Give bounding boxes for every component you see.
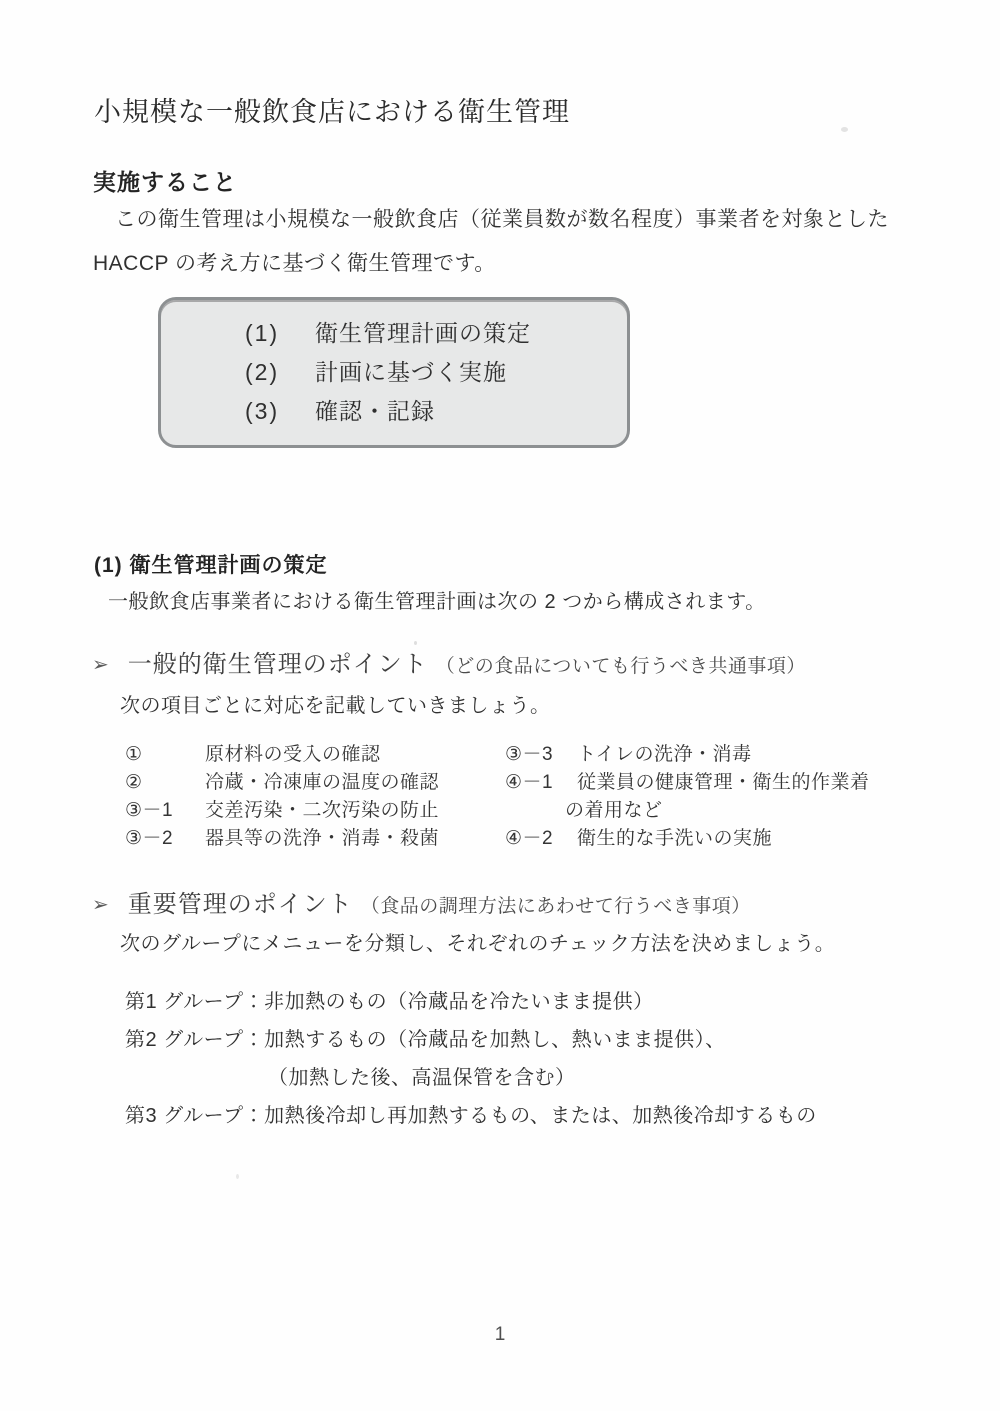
critical-control-point	[92, 884, 751, 919]
point-note: （どの食品についても行うべき共通事項）	[435, 656, 806, 677]
item-number: ④－1	[505, 772, 554, 793]
list-item	[125, 741, 505, 769]
scan-speck	[841, 127, 848, 132]
item-text: 従業員の健康管理・衛生的作業着	[577, 772, 870, 793]
step-number: (3)	[245, 398, 280, 424]
step-number: (1)	[245, 320, 280, 346]
items-column-left	[125, 741, 505, 853]
scan-speck	[414, 641, 417, 645]
items-column-right	[505, 741, 870, 853]
list-item	[125, 769, 505, 797]
point-title: 一般的衛生管理のポイント	[127, 651, 428, 678]
item-number: ③－2	[125, 828, 174, 849]
step-label: 計画に基づく実施	[315, 359, 507, 385]
arrow-bullet-icon: ➢	[92, 654, 109, 676]
steps-box	[158, 297, 630, 448]
item-number: ②	[125, 772, 143, 793]
item-text: 衛生的な手洗いの実施	[577, 828, 773, 849]
implementation-heading: 実施すること	[93, 169, 237, 195]
paragraph-line: HACCP の考え方に基づく衛生管理です。	[93, 252, 496, 275]
critical-point-lead: 次のグループにメニューを分類し、それぞれのチェック方法を決めましょう。	[120, 933, 836, 955]
page-title: 小規模な一般飲食店における衛生管理	[94, 97, 570, 127]
item-number: ①	[125, 744, 143, 765]
list-item	[125, 797, 505, 825]
item-number: ④－2	[505, 828, 554, 849]
list-item	[505, 825, 870, 853]
item-text: 原材料の受入の確認	[205, 744, 381, 765]
step-label: 衛生管理計画の策定	[315, 320, 531, 346]
group-text: 非加熱のもの（冷蔵品を冷たいまま提供）	[264, 991, 654, 1013]
group-text: （加熱した後、高温保管を含む）	[268, 1067, 576, 1089]
general-point-lead: 次の項目ごとに対応を記載していきましょう。	[120, 695, 551, 717]
menu-groups-list	[125, 983, 817, 1135]
plan-section-heading: (1) 衛生管理計画の策定	[94, 554, 328, 577]
step-item	[245, 392, 627, 431]
point-note: （食品の調理方法にあわせて行うべき事項）	[360, 896, 751, 917]
item-number: ③－1	[125, 800, 174, 821]
list-item	[505, 769, 870, 797]
point-title: 重要管理のポイント	[127, 891, 353, 918]
group-text: 加熱するもの（冷蔵品を加熱し、熱いまま提供）、	[264, 1029, 726, 1051]
group-label: 第2 グループ：	[125, 1029, 265, 1051]
plan-intro: 一般飲食店事業者における衛生管理計画は次の 2 つから構成されます。	[108, 591, 766, 613]
group-item	[125, 1021, 817, 1059]
hygiene-items-grid	[125, 741, 925, 853]
group-label: 第3 グループ：	[125, 1105, 265, 1127]
group-item	[125, 1097, 817, 1135]
group-item-continuation	[125, 1059, 817, 1097]
list-item	[125, 825, 505, 853]
arrow-bullet-icon: ➢	[92, 894, 109, 916]
list-item	[505, 741, 870, 769]
item-text: 交差汚染・二次汚染の防止	[205, 800, 440, 821]
group-label: 第1 グループ：	[125, 991, 265, 1013]
item-text: トイレの洗浄・消毒	[577, 744, 752, 765]
scan-speck	[236, 1174, 239, 1179]
step-number: (2)	[245, 359, 280, 385]
general-hygiene-point	[92, 644, 806, 679]
item-text: 器具等の洗浄・消毒・殺菌	[205, 828, 440, 849]
step-label: 確認・記録	[315, 398, 435, 424]
list-item-continuation	[505, 797, 870, 825]
page-number: 1	[494, 1324, 506, 1345]
step-item	[245, 314, 627, 353]
item-number: ③－3	[505, 744, 554, 765]
group-text: 加熱後冷却し再加熱するもの、または、加熱後冷却するもの	[264, 1105, 817, 1127]
paragraph-line: この衛生管理は小規模な一般飲食店（従業員数が数名程度）事業者を対象とした	[115, 208, 889, 231]
step-item	[245, 353, 627, 392]
item-text: の着用など	[565, 800, 663, 821]
group-item	[125, 983, 817, 1021]
item-text: 冷蔵・冷凍庫の温度の確認	[205, 772, 440, 793]
implementation-paragraph	[93, 198, 953, 286]
